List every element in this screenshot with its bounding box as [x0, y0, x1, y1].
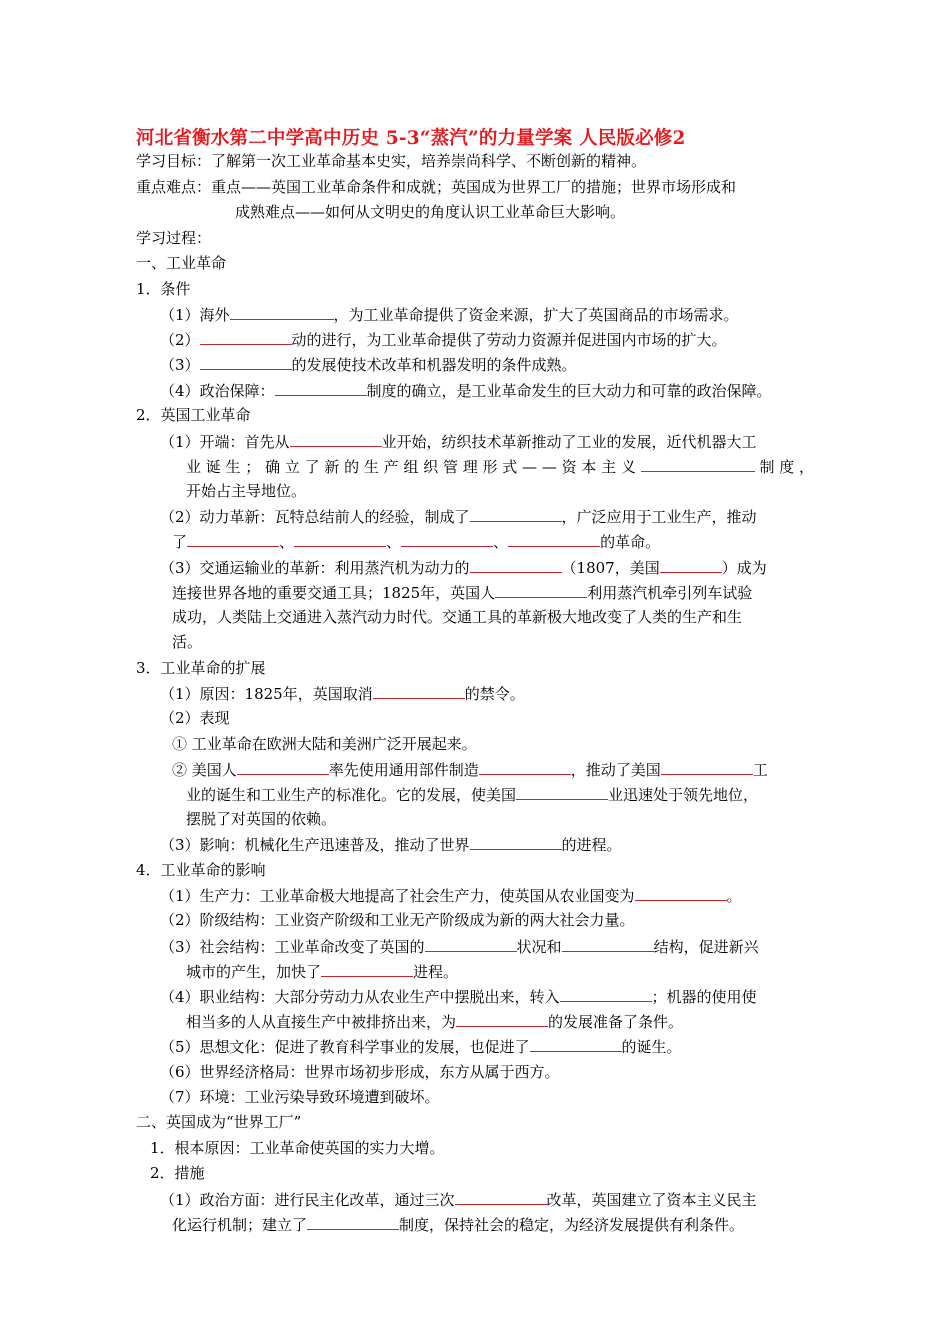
fill-blank[interactable]	[455, 1189, 547, 1205]
fill-blank[interactable]	[307, 1214, 399, 1230]
text-span: （3）社会结构：工业革命改变了英国的	[160, 938, 425, 956]
revolution-item-cont	[186, 456, 814, 477]
revolution-item	[160, 506, 757, 527]
expansion-item	[160, 834, 622, 855]
fill-blank[interactable]	[635, 885, 727, 901]
fill-blank[interactable]	[516, 784, 608, 800]
fill-blank[interactable]	[660, 557, 722, 573]
impact-item-cont	[186, 1011, 683, 1032]
subsection-heading: 2．措施	[150, 1164, 205, 1182]
text-span: 的发展准备了条件。	[548, 1013, 684, 1031]
separator: 、	[493, 533, 509, 551]
text-span: （1807，美国	[561, 559, 660, 577]
impact-item	[160, 936, 759, 957]
subsection-heading: 3．工业革命的扩展	[136, 659, 266, 677]
text-span: ② 美国人	[172, 761, 237, 779]
text-span: 业开始，纺织技术革新推动了工业的发展，近代机器大工	[381, 433, 757, 451]
text-span: （2）	[160, 331, 200, 349]
expansion-subitem-cont	[186, 784, 758, 805]
text-span: 利用蒸汽机牵引列车试验	[587, 584, 753, 602]
fill-blank[interactable]	[290, 431, 382, 447]
impact-item-cont	[186, 961, 458, 982]
subsection-heading: 1．条件	[136, 280, 191, 298]
text-span: 结构，促进新兴	[653, 938, 759, 956]
text-span: 连接世界各地的重要交通工具；1825年，英国人	[172, 584, 496, 602]
text-span: 了	[172, 533, 188, 551]
subsection-heading: 4．工业革命的影响	[136, 861, 266, 879]
text-span: 业的诞生和工业生产的标准化。它的发展，使美国	[186, 786, 517, 804]
revolution-item	[160, 557, 767, 578]
text-span: （4）职业结构：大部分劳动力从农业生产中摆脱出来，转入	[160, 988, 560, 1006]
text-span: 动的进行，为工业革命提供了劳动力资源并促进国内市场的扩大。	[291, 331, 727, 349]
fill-blank[interactable]	[508, 531, 600, 547]
fill-blank[interactable]	[275, 380, 367, 396]
text-span: 的禁令。	[464, 685, 525, 703]
fill-blank[interactable]	[373, 683, 465, 699]
text-span: 制度，保持社会的稳定，为经济发展提供有利条件。	[399, 1216, 745, 1234]
fill-blank[interactable]	[470, 834, 562, 850]
text-span: 进程。	[413, 963, 459, 981]
document-title: 河北省衡水第二中学高中历史 5-3“蒸汽”的力量学案 人民版必修2	[136, 128, 686, 149]
fill-blank[interactable]	[560, 986, 652, 1002]
impact-item	[160, 986, 757, 1007]
revolution-item-cont: 开始占主导地位。	[186, 482, 307, 500]
expansion-subitem-cont: 摆脱了对英国的依赖。	[186, 810, 337, 828]
text-span: 的诞生。	[621, 1038, 682, 1056]
text-span: ）成为	[721, 559, 767, 577]
revolution-item-cont: 活。	[172, 633, 203, 651]
text-span: ；机器的使用使	[651, 988, 757, 1006]
text-span: 相当多的人从直接生产中被排挤出来，为	[186, 1013, 457, 1031]
text-span: 制度的确立，是工业革命发生的巨大动力和可靠的政治保障。	[366, 382, 772, 400]
condition-item	[160, 304, 739, 325]
learning-objective: 学习目标：了解第一次工业革命基本史实，培养崇尚科学、不断创新的精神。	[136, 152, 647, 170]
measure-item	[160, 1189, 757, 1210]
impact-item: （7）环境：工业污染导致环境遭到破坏。	[160, 1088, 440, 1106]
text-span: ，广泛应用于工业生产，推动	[561, 508, 757, 526]
fill-blank[interactable]	[237, 759, 329, 775]
revolution-item-cont	[172, 582, 752, 603]
subsection-heading: 2．英国工业革命	[136, 406, 251, 424]
text-span: （3）	[160, 356, 200, 374]
text-span: （3）交通运输业的革新：利用蒸汽机为动力的	[160, 559, 470, 577]
fill-blank[interactable]	[321, 961, 413, 977]
text-span: （2）动力革新：瓦特总结前人的经验，制成了	[160, 508, 470, 526]
text-span: 城市的产生，加快了	[186, 963, 322, 981]
expansion-subitem: ① 工业革命在欧洲大陆和美洲广泛开展起来。	[172, 735, 477, 753]
text-span: 业 诞 生 ； 确 立 了 新 的 生 产 组 织 管 理 形 式 — — 资 本 主 义	[186, 458, 636, 476]
key-points-line-1: 重点难点：重点——英国工业革命条件和成就；英国成为世界工厂的措施；世界市场形成和	[136, 178, 737, 196]
learning-process-heading: 学习过程：	[136, 229, 212, 247]
subsection-heading: 1．根本原因：工业革命使英国的实力大增。	[150, 1139, 445, 1157]
impact-item: （2）阶级结构：工业资产阶级和工业无产阶级成为新的两大社会力量。	[160, 911, 635, 929]
text-span: 业迅速处于领先地位，	[608, 786, 759, 804]
fill-blank[interactable]	[294, 531, 386, 547]
text-span: （5）思想文化：促进了教育科学事业的发展，也促进了	[160, 1038, 530, 1056]
fill-blank[interactable]	[200, 354, 292, 370]
condition-item	[160, 329, 727, 350]
text-span: 制 度 ，	[759, 458, 815, 476]
key-points-line-2: 成熟难点——如何从文明史的角度认识工业革命巨大影响。	[235, 203, 626, 221]
text-span: 状况和	[516, 938, 562, 956]
revolution-item-cont	[172, 531, 660, 552]
text-span: ，推动了美国	[570, 761, 661, 779]
text-span: （1）海外	[160, 306, 230, 324]
fill-blank[interactable]	[562, 936, 654, 952]
text-span: （4）政治保障：	[160, 382, 275, 400]
separator: 、	[386, 533, 402, 551]
fill-blank[interactable]	[661, 759, 753, 775]
text-span: 化运行机制；建立了	[172, 1216, 308, 1234]
fill-blank[interactable]	[530, 1036, 622, 1052]
text-span: （1）原因：1825年，英国取消	[160, 685, 373, 703]
fill-blank[interactable]	[230, 304, 334, 320]
revolution-item	[160, 431, 757, 452]
condition-item	[160, 380, 772, 401]
condition-item	[160, 354, 577, 375]
text-span: 工	[752, 761, 768, 779]
fill-blank[interactable]	[641, 456, 755, 472]
impact-item: （6）世界经济格局：世界市场初步形成，东方从属于西方。	[160, 1063, 560, 1081]
text-span: ，为工业革命提供了资金来源，扩大了英国商品的市场需求。	[333, 306, 739, 324]
text-span: 的革命。	[600, 533, 661, 551]
impact-item	[160, 1036, 682, 1057]
text-span: 改革，英国建立了资本主义民主	[546, 1191, 757, 1209]
fill-blank[interactable]	[470, 557, 562, 573]
fill-blank[interactable]	[470, 506, 562, 522]
measure-item-cont	[172, 1214, 744, 1235]
fill-blank[interactable]	[425, 936, 517, 952]
text-span: 率先使用通用部件制造	[328, 761, 479, 779]
expansion-item: （2）表现	[160, 709, 230, 727]
text-span: 的进程。	[561, 836, 622, 854]
section-heading: 二、英国成为“世界工厂”	[136, 1113, 302, 1131]
expansion-subitem	[172, 759, 768, 780]
fill-blank[interactable]	[479, 759, 571, 775]
revolution-item-cont: 成功，人类陆上交通进入蒸汽动力时代。交通工具的革新极大地改变了人类的生产和生	[172, 608, 743, 626]
text-span: 。	[726, 887, 742, 905]
text-span: （1）政治方面：进行民主化改革，通过三次	[160, 1191, 455, 1209]
fill-blank[interactable]	[187, 531, 279, 547]
expansion-item	[160, 683, 525, 704]
separator: 、	[279, 533, 295, 551]
fill-blank[interactable]	[401, 531, 493, 547]
impact-item	[160, 885, 742, 906]
text-span: （1）开端：首先从	[160, 433, 290, 451]
text-span: （3）影响：机械化生产迅速普及，推动了世界	[160, 836, 470, 854]
fill-blank[interactable]	[495, 582, 587, 598]
fill-blank[interactable]	[200, 329, 292, 345]
text-span: （1）生产力：工业革命极大地提高了社会生产力，使英国从农业国变为	[160, 887, 635, 905]
fill-blank[interactable]	[456, 1011, 548, 1027]
section-heading: 一、工业革命	[136, 254, 227, 272]
text-span: 的发展使技术改革和机器发明的条件成熟。	[291, 356, 577, 374]
